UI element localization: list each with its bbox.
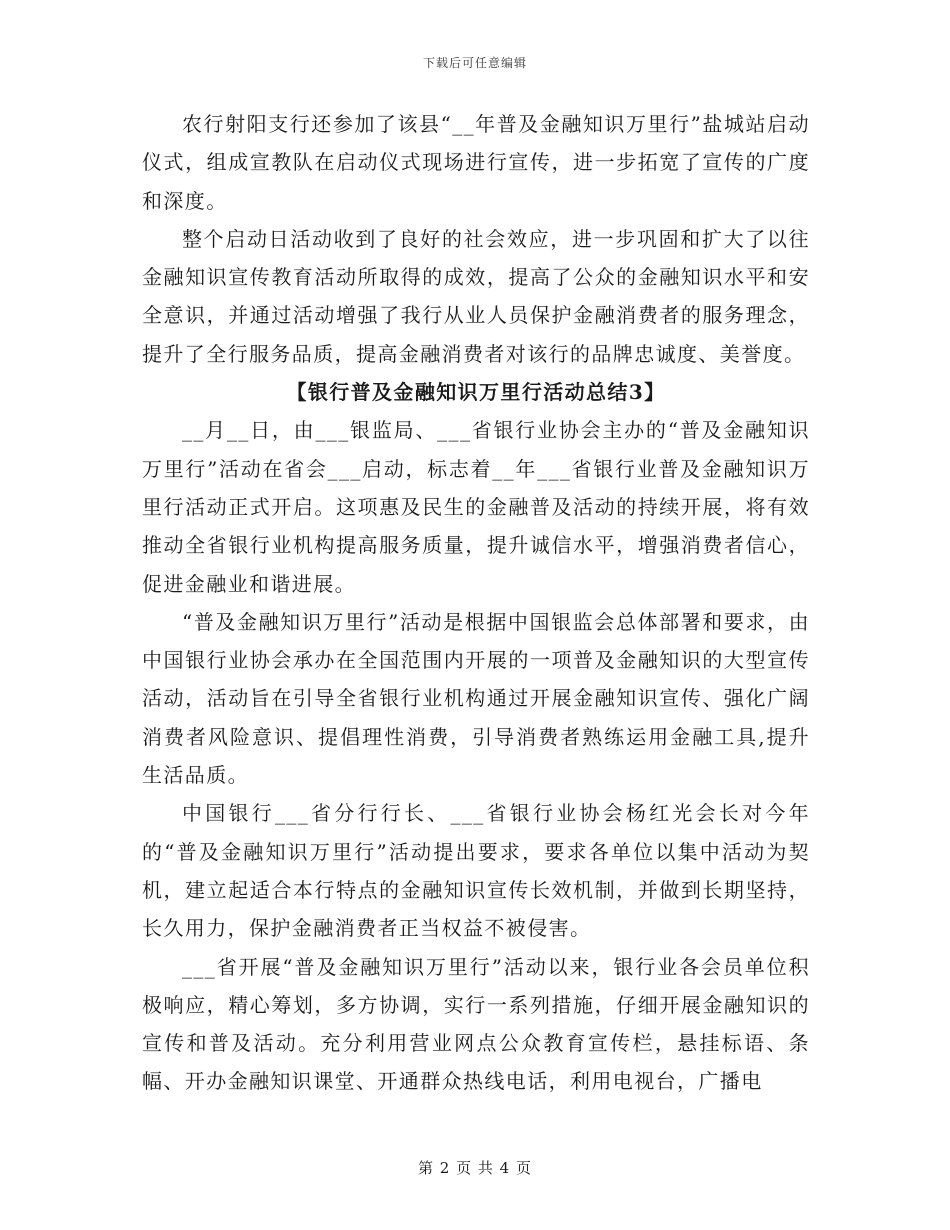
body-paragraph: __月__日，由___银监局、___省银行业协会主办的“普及金融知识万里行”活动在省会___启动，标志着__年___省银行业普及金融知识万里行活动正式开启。这项惠及民生的金融普及活动的持续开展，将有效推动全省银行业机构提高服务质量，提升诚信水平，增强消费者信心，促进金融业和谐进展。 [142, 418, 810, 596]
section-heading: 【银行普及金融知识万里行活动总结3】 [286, 380, 666, 405]
page-number-footer: 第 2 页 共 4 页 [418, 1159, 532, 1177]
document-body [142, 105, 810, 1101]
body-paragraph: 整个启动日活动收到了良好的社会效应，进一步巩固和扩大了以往金融知识宣传教育活动所取得的成效，提高了公众的金融知识水平和安全意识，并通过活动增强了我行从业人员保护金融消费者的服务理念，提升了全行服务品质，提高金融消费者对该行的品牌忠诚度、美誉度。 [142, 226, 810, 366]
body-paragraph: 中国银行___省分行行长、___省银行业协会杨红光会长对今年的“普及金融知识万里行”活动提出要求，要求各单位以集中活动为契机，建立起适合本行特点的金融知识宣传长效机制，并做到长期坚持，长久用力，保护金融消费者正当权益不被侵害。 [142, 801, 810, 941]
body-paragraph: “普及金融知识万里行”活动是根据中国银监会总体部署和要求，由中国银行业协会承办在全国范围内开展的一项普及金融知识的大型宣传活动，活动旨在引导全省银行业机构通过开展金融知识宣传、强化广阔消费者风险意识、提倡理性消费，引导消费者熟练运用金融工具,提升生活品质。 [142, 609, 810, 788]
body-paragraph: 农行射阳支行还参加了该县“__年普及金融知识万里行”盐城站启动仪式，组成宣教队在启动仪式现场进行宣传，进一步拓宽了宣传的广度和深度。 [142, 112, 810, 213]
page-header: 下载后可任意编辑 [422, 56, 527, 70]
body-paragraph: ___省开展“普及金融知识万里行”活动以来，银行业各会员单位积极响应，精心筹划，多方协调，实行一系列措施，仔细开展金融知识的宣传和普及活动。充分利用营业网点公众教育宣传栏，悬挂标语、条幅、开办金融知识课堂、开通群众热线电话，利用电视台，广播电 [142, 954, 810, 1094]
